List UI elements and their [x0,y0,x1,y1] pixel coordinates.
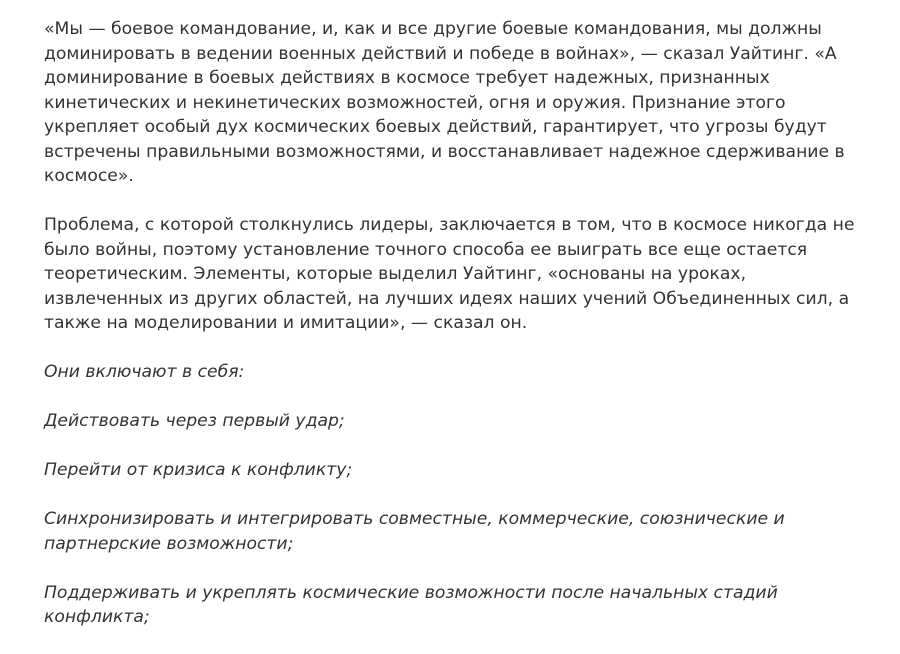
article-paragraph: Проблема, с которой столкнулись лидеры, заключается в том, что в космосе никогда не было войны, поэтому установление точного способа ее выиграть все еще остается теоретическим. Элементы, которые выделил Уайтинг, «основаны на уроках, извлеченных из других областей, на лучших идеях наших учений Объединенных сил, а также на моделировании и имитации», — сказал он. [44,215,855,333]
list-item: Поддерживать и укреплять космические возможности после начальных стадий конфликта; [44,582,778,627]
list-item: Действовать через первый удар; [44,411,345,431]
list-intro: Они включают в себя: [44,362,245,382]
article-paragraph: «Мы — боевое командование, и, как и все другие боевые командования, мы должны доминировать в ведении военных действий и победе в войнах», — сказал Уайтинг. «А доминирование в боевых действиях в космосе требует надежных, признанных кинетических и некинетических возможностей, огня и оружия. Признание этого укрепляет особый дух космических боевых действий, гарантирует, что угрозы будут встречены правильными возможностями, и восстанавливает надежное сдерживание в космосе». [44,19,845,186]
list-item: Перейти от кризиса к конфликту; [44,460,353,480]
article-body [44,17,860,654]
list-item: Синхронизировать и интегрировать совместные, коммерческие, союзнические и партнерские возможности; [44,509,785,554]
